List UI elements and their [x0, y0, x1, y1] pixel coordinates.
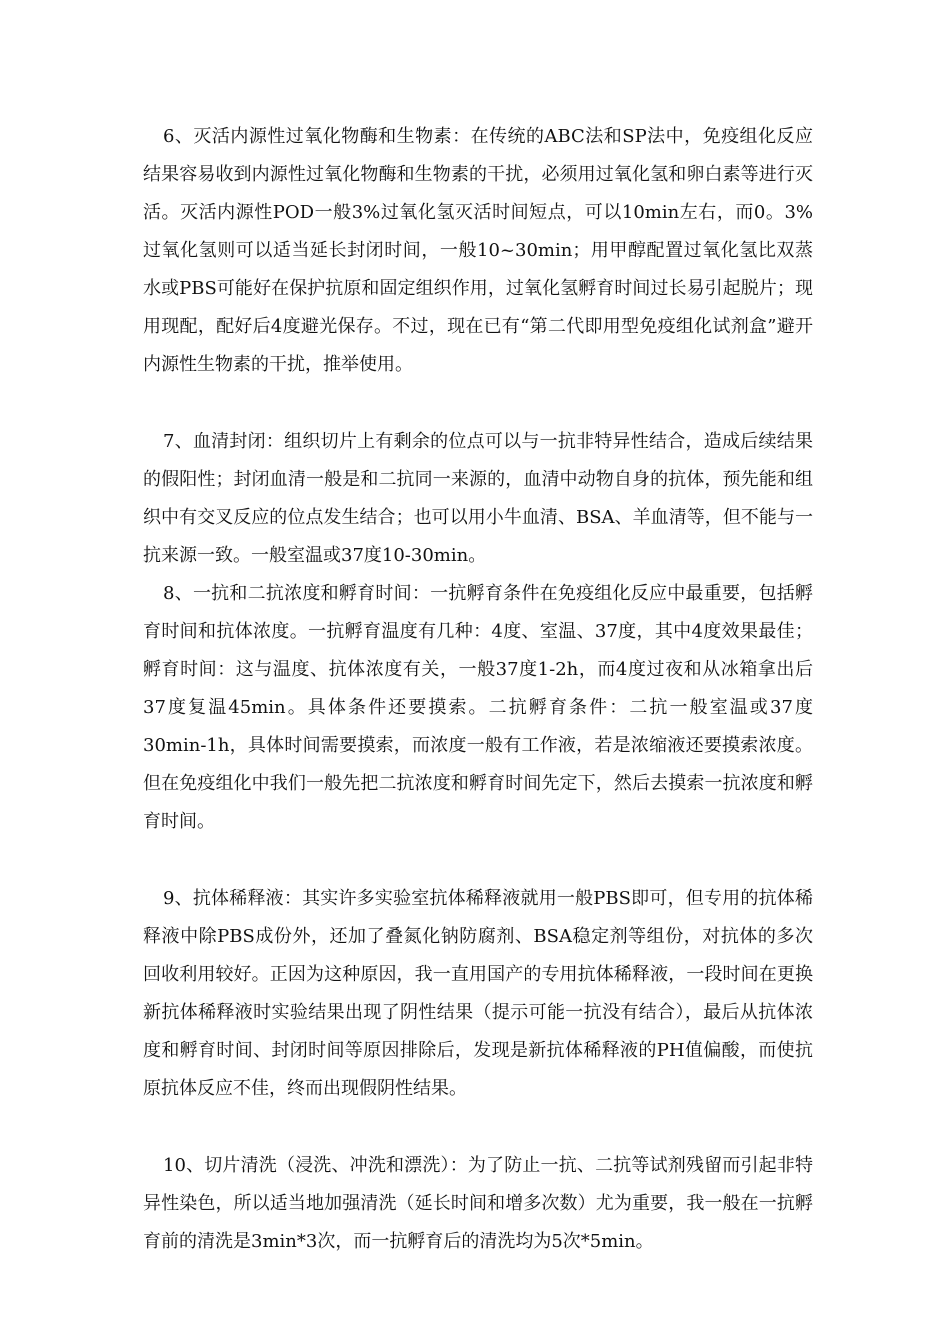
paragraph-6-inactivate-peroxidase: 6、灭活内源性过氧化物酶和生物素：在传统的ABC法和SP法中，免疫组化反应结果容易收到内源性过氧化物酶和生物素的干扰，必须用过氧化氢和卵白素等进行灭活。灭活内源性POD一般3%过氧化氢灭活时间短点，可以10min左右，而0。3%过氧化氢则可以适当延长封闭时间，一般10~30min；用甲醇配置过氧化氢比双蒸水或PBS可能好在保护抗原和固定组织作用，过氧化氢孵育时间过长易引起脱片；现用现配，配好后4度避光保存。不过，现在已有“第二代即用型免疫组化试剂盒”避开内源性生物素的干扰，推举使用。	[143, 126, 813, 375]
paragraph-spacer	[143, 841, 813, 880]
paragraph-spacer	[143, 1108, 813, 1147]
paragraph-8-antibody-concentration: 8、一抗和二抗浓度和孵育时间：一抗孵育条件在免疫组化反应中最重要，包括孵育时间和抗体浓度。一抗孵育温度有几种：4度、室温、37度，其中4度效果最佳；孵育时间：这与温度、抗体浓度有关，一般37度1-2h，而4度过夜和从冰箱拿出后37度复温45min。具体条件还要摸索。二抗孵育条件：二抗一般室温或37度30min-1h，具体时间需要摸索，而浓度一般有工作液，若是浓缩液还要摸索浓度。但在免疫组化中我们一般先把二抗浓度和孵育时间先定下，然后去摸索一抗浓度和孵育时间。	[143, 583, 813, 832]
document-body	[143, 118, 813, 1261]
paragraph-9-antibody-diluent: 9、抗体稀释液：其实许多实验室抗体稀释液就用一般PBS即可，但专用的抗体稀释液中除PBS成份外，还加了叠氮化钠防腐剂、BSA稳定剂等组份，对抗体的多次回收利用较好。正因为这种原因，我一直用国产的专用抗体稀释液，一段时间在更换新抗体稀释液时实验结果出现了阴性结果（提示可能一抗没有结合），最后从抗体浓度和孵育时间、封闭时间等原因排除后，发现是新抗体稀释液的PH值偏酸，而使抗原抗体反应不佳，终而出现假阴性结果。	[143, 888, 813, 1099]
paragraph-10-slide-washing: 10、切片清洗（浸洗、冲洗和漂洗）：为了防止一抗、二抗等试剂残留而引起非特异性染色，所以适当地加强清洗（延长时间和增多次数）尤为重要，我一般在一抗孵育前的清洗是3min*3次，而一抗孵育后的清洗均为5次*5min。	[143, 1155, 813, 1252]
paragraph-spacer	[143, 384, 813, 423]
paragraph-7-serum-blocking: 7、血清封闭：组织切片上有剩余的位点可以与一抗非特异性结合，造成后续结果的假阳性；封闭血清一般是和二抗同一来源的，血清中动物自身的抗体，预先能和组织中有交叉反应的位点发生结合；也可以用小牛血清、BSA、羊血清等，但不能与一抗来源一致。一般室温或37度10-30min。	[143, 431, 813, 566]
